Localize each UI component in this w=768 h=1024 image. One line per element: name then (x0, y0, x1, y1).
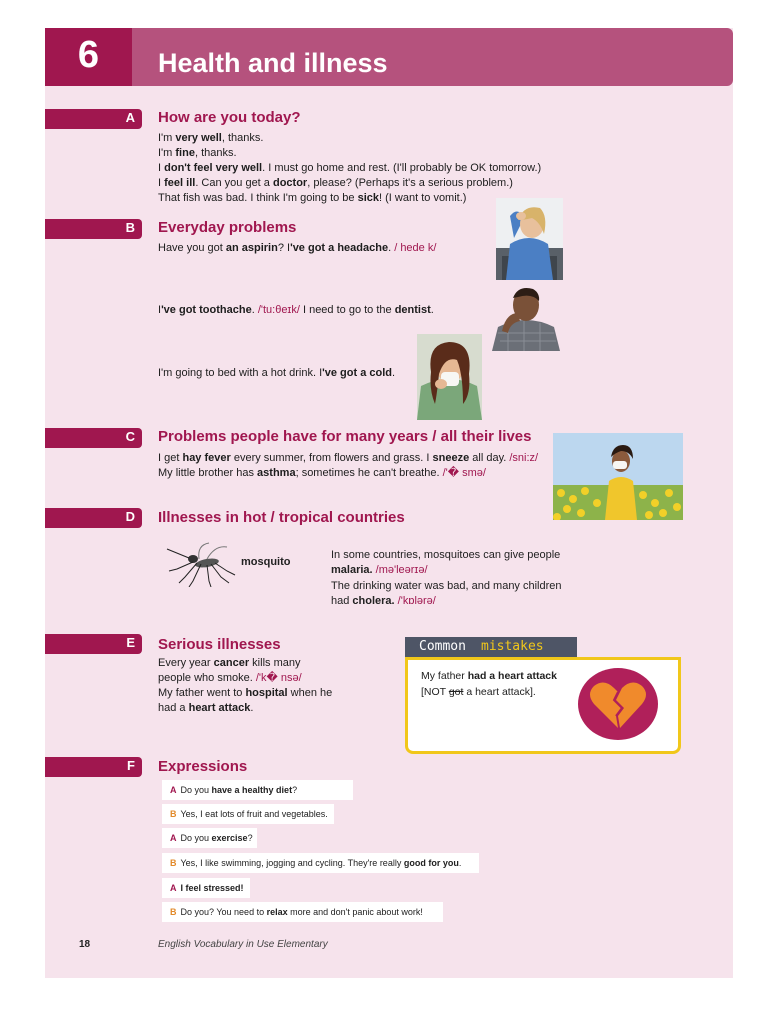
toothache-photo (488, 283, 565, 351)
unit-header (45, 28, 733, 86)
section-e-line: My father went to hospital when he (158, 687, 333, 699)
mosquito-label: mosquito (241, 556, 291, 568)
section-a-line: I'm very well, thanks. (158, 132, 264, 144)
dialogue-line: B Yes, I like swimming, jogging and cycling. They're really good for you. (162, 853, 479, 873)
speaker-label: B (170, 907, 177, 917)
speaker-label: B (170, 858, 177, 868)
section-b-marker (45, 219, 142, 239)
section-c-line: I get hay fever every summer, from flowers and grass. I sneeze all day. /sni:z/ (158, 452, 539, 464)
section-e-title: Serious illnesses (158, 636, 281, 653)
dialogue-line: A Do you have a healthy diet? (162, 780, 353, 800)
common-mistakes-word1: Common (419, 639, 466, 654)
section-e-line: Every year cancer kills many (158, 657, 301, 669)
section-letter: A (125, 110, 135, 125)
section-a-title: How are you today? (158, 109, 301, 126)
common-mistakes-box (405, 657, 681, 754)
section-b-title: Everyday problems (158, 219, 297, 236)
common-mistakes-line: My father had a heart attack (421, 670, 557, 682)
section-f-title: Expressions (158, 758, 248, 775)
section-d-marker (45, 508, 142, 528)
speaker-label: A (170, 883, 177, 893)
page-number: 18 (79, 939, 91, 950)
section-f-marker (45, 757, 142, 777)
section-e-line: had a heart attack. (158, 702, 254, 714)
section-a-line: I'm fine, thanks. (158, 147, 237, 159)
speaker-label: B (170, 809, 177, 819)
section-a-line: I feel ill. Can you get a doctor, please? (Perhaps it's a serious problem.) (158, 177, 513, 189)
section-d-line: malaria. /mə'leərɪə/ (331, 564, 428, 576)
section-letter: F (127, 758, 135, 773)
hay-fever-photo (553, 433, 683, 520)
section-a-marker (45, 109, 142, 129)
section-e-marker (45, 634, 142, 654)
section-a-line: I don't feel very well. I must go home and rest. (I'll probably be OK tomorrow.) (158, 162, 542, 174)
section-d-title: Illnesses in hot / tropical countries (158, 509, 405, 526)
section-d-line: The drinking water was bad, and many children (331, 580, 562, 592)
section-c-marker (45, 428, 142, 448)
speaker-label: A (170, 833, 177, 843)
section-d-line: In some countries, mosquitoes can give people (331, 549, 561, 561)
section-b-line: I've got toothache. /'tu:θeɪk/ I need to go to the dentist. (158, 304, 434, 316)
unit-number-box (45, 28, 132, 86)
section-c-title: Problems people have for many years / all their lives (158, 428, 532, 445)
speaker-label: A (170, 785, 177, 795)
section-letter: C (125, 429, 135, 444)
broken-heart-icon (578, 668, 658, 740)
section-letter: B (125, 220, 135, 235)
mosquito-illustration (163, 541, 237, 587)
headache-photo (496, 198, 563, 280)
dialogue-line: B Do you? You need to relax more and don't panic about work! (162, 902, 443, 922)
dialogue-line: B Yes, I eat lots of fruit and vegetables. (162, 804, 334, 824)
section-b-line: Have you got an aspirin? I've got a headache. / hede k/ (158, 242, 437, 254)
section-letter: D (125, 509, 135, 524)
cold-photo (417, 334, 482, 420)
section-e-line: people who smoke. /'k� nsə/ (158, 672, 302, 684)
dialogue-line: A I feel stressed! (162, 878, 250, 898)
dialogue-line: A Do you exercise? (162, 828, 257, 848)
section-c-line: My little brother has asthma; sometimes he can't breathe. /'� smə/ (158, 467, 486, 479)
section-b-line: I'm going to bed with a hot drink. I've got a cold. (158, 367, 396, 379)
common-mistakes-word2: mistakes (481, 639, 544, 654)
common-mistakes-tab (405, 637, 577, 657)
section-a-line: That fish was bad. I think I'm going to be sick! (I want to vomit.) (158, 192, 467, 204)
common-mistakes-line: [NOT got a heart attack]. (421, 686, 536, 698)
book-title: English Vocabulary in Use Elementary (158, 939, 328, 950)
unit-title: Health and illness (158, 48, 388, 78)
unit-number: 6 (77, 34, 100, 76)
section-d-line: had cholera. /'kɒlərə/ (331, 595, 436, 607)
textbook-page (45, 28, 733, 978)
section-letter: E (126, 635, 135, 650)
